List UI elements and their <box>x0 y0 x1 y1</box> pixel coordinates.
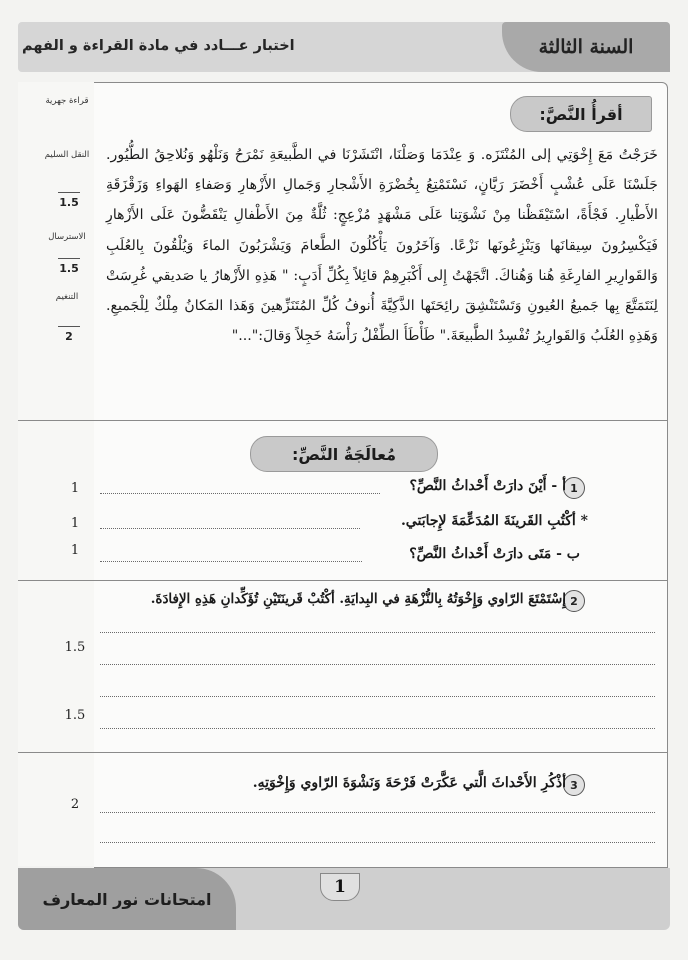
question-1a-text: أ - أَيْنَ دارَتْ أَحْداثُ النَّصِّ؟ <box>409 478 566 494</box>
question-score: 1 <box>70 516 80 531</box>
margin-score-value: 1.5 <box>59 196 79 209</box>
question-2-text: إِسْتَمْتَعَ الرّاوي وَإِخْوَتُهُ بِالنُّزْهَةِ في البِدايَةِ. أكْتُبْ قَرينَتَيْنِ تُؤَكِّدانِ هَذِهِ الإِفادَةَ. <box>150 591 566 607</box>
margin-reading-label: قراءة جهرية <box>45 96 89 106</box>
question-score: 1 <box>70 543 80 558</box>
question-score: 1.5 <box>64 708 86 723</box>
grade-level-tab: السنة الثالثة <box>502 22 670 72</box>
answer-line[interactable] <box>100 632 655 633</box>
reading-passage: خَرَجْتُ مَعَ إِخْوَتِي إلى المُنْتَزَه. وَ عِنْدَمَا وَصَلْنَا، انْتَشَرْنَا في الطَّبيعَةِ نَمْرَحُ وَنَلْهُو وَنُلاحِقُ الطُّيُور. جَلَسْنَا عَلَى عُشْبٍ أَخْضَرَ رَيَّانٍ، نَسْتَمْتِعُ بِخُضْرَةِ الأَشْجارِ وَجَمالِ الأَزْهارِ وَصَفاءِ الهَواءِ وَزَقْزَقَةِ الأَطْيارِ. فَجْأَةً، اسْتَيْقَظْنا مِنْ نَشْوَتِنا عَلَى مَشْهَدٍ مُزْعِجٍ: ثُلَّةٌ مِنَ الأَطْفالِ يَنْقَضُّونَ عَلَى الأَزْهارِ فَيَكْسِرُونَ سِيقانَها وَيَنْزِعُونَها نَزْعًا. وَآخَرُونَ يَأْكُلُونَ الطَّعامَ وَيَشْرَبُونَ الماءَ وَيُلْقُونَ بِالعُلَبِ وَالقَوارِيرِ الفارِغَةِ هُنا وَهُناكَ. اتَّجَهْتُ إِلى أَكْبَرِهِمْ قائِلاً بِكُلِّ أَدَبٍ: " هَذِهِ الأَزْهارُ يا صَديقي غُرِسَتْ لِنَتَمَتَّعَ بِها جَميعُ العُيونِ وَتَسْتَنْشِقَ رائِحَتَها الذَّكِيَّةَ أُنوفُ كُلِّ المُتَنَزِّهينَ وَهَذا المَكانُ مِلْكٌ لِلْجَميعِ. وَهَذِهِ العُلَبُ وَالقَوارِيرُ تُفْسِدُ الطَّبيعَةَ." طَأْطَأَ الطِّفْلُ رَأْسَهُ خَجِلاً وَقالَ:"..." <box>106 147 658 345</box>
publisher-brand: امتحانات نور المعارف <box>18 868 236 930</box>
answer-line[interactable] <box>100 664 655 665</box>
answer-line[interactable] <box>100 528 360 529</box>
question-number-badge: 3 <box>563 774 585 796</box>
section-title-reading: أقرأُ النَّصَّ: <box>510 96 652 132</box>
margin-score-value: 2 <box>65 330 73 343</box>
answer-line[interactable] <box>100 812 655 813</box>
page-number: 1 <box>320 873 360 901</box>
answer-line[interactable] <box>100 493 380 494</box>
section-divider <box>18 580 668 581</box>
margin-tick <box>58 326 80 327</box>
question-number-badge: 2 <box>563 590 585 612</box>
section-divider <box>18 420 668 421</box>
answer-line[interactable] <box>100 842 655 843</box>
margin-score-label: الاسترسال <box>48 232 86 242</box>
question-score: 2 <box>70 797 80 812</box>
section-title-processing: مُعالَجَةُ النَّصِّ: <box>250 436 438 472</box>
margin-tick <box>58 258 80 259</box>
question-score: 1 <box>70 481 80 496</box>
section-divider <box>18 752 668 753</box>
margin-score-value: 1.5 <box>59 262 79 275</box>
margin-score-label: التنغيم <box>55 292 79 302</box>
exam-subject-title: اختبار عـــادد في مادة القراءة و الفهم <box>22 38 295 54</box>
answer-line[interactable] <box>100 561 362 562</box>
question-1-evidence-text: * أكْتُبِ القَرينَةَ المُدَعِّمَةَ لإِجابَتي. <box>400 513 588 529</box>
question-3-text: أذْكُرِ الأَحْداثَ الَّتي عَكَّرَتْ فَرْحَةَ وَنَشْوَةَ الرّاوي وَإِخْوَتِهِ. <box>252 775 566 791</box>
margin-score-label: النقل السليم <box>44 150 90 160</box>
question-score: 1.5 <box>64 640 86 655</box>
question-1b-text: ب - مَتَى دارَتْ أَحْداثُ النَّصِّ؟ <box>409 546 580 562</box>
answer-line[interactable] <box>100 696 655 697</box>
question-number-badge: 1 <box>563 477 585 499</box>
margin-tick <box>58 192 80 193</box>
answer-line[interactable] <box>100 728 655 729</box>
